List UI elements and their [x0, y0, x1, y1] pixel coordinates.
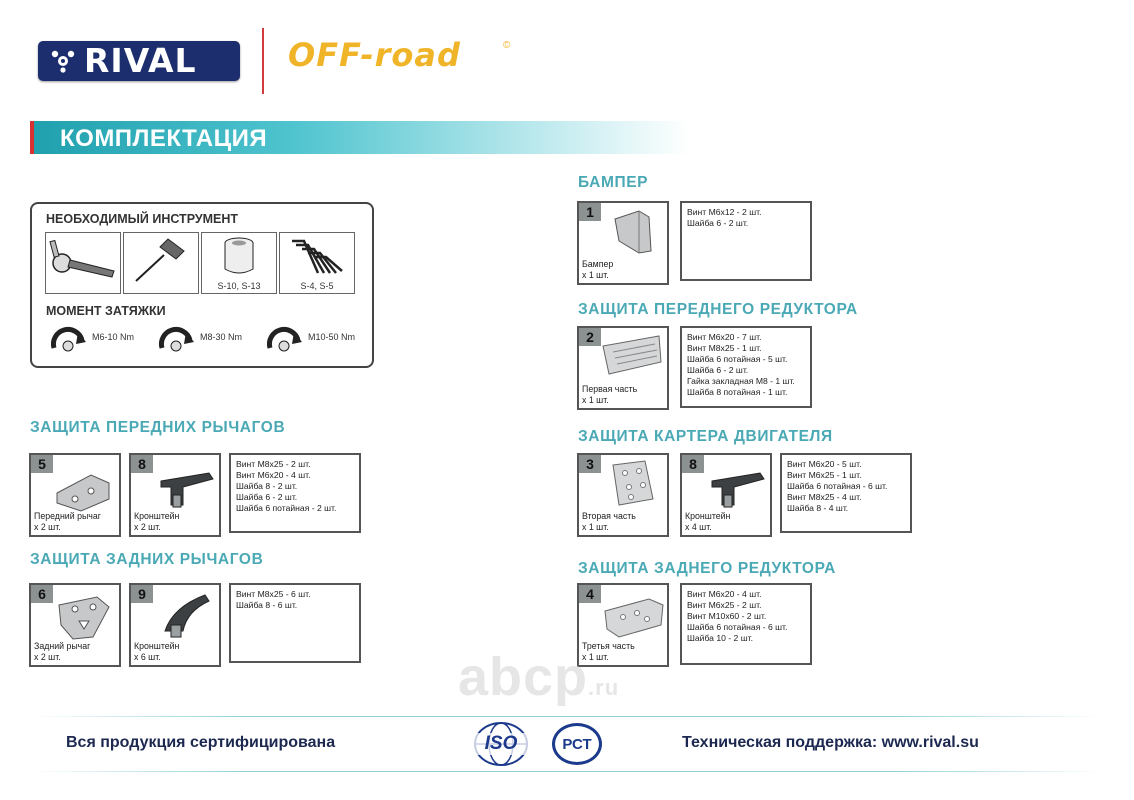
fastener-item: Шайба 6 - 2 шт. — [236, 492, 298, 502]
support-text: Техническая поддержка: www.rival.su — [682, 734, 979, 751]
part-number: 9 — [131, 585, 153, 603]
fastener-item: Винт М6х20 - 7 шт. — [687, 332, 762, 342]
part-number: 1 — [579, 203, 601, 221]
bracket-icon — [153, 467, 217, 511]
fastener-item: Винт М6х20 - 5 шт. — [787, 459, 862, 469]
torque-arrow-icon — [264, 322, 304, 352]
fastener-item: Винт М8х25 - 4 шт. — [787, 492, 862, 502]
header-divider — [262, 28, 264, 94]
bracket-icon — [153, 591, 213, 643]
part-card — [577, 453, 669, 537]
fastener-item: Шайба 6 потайная - 5 шт. — [687, 354, 788, 364]
fastener-item: Винт М8х25 - 2 шт. — [236, 459, 311, 469]
fastener-list — [680, 201, 812, 281]
section-title-bumper: БАМПЕР — [578, 174, 649, 191]
tools-heading: НЕОБХОДИМЫЙ ИНСТРУМЕНТ — [46, 212, 239, 226]
part-caption: Бампер x 1 шт. — [582, 259, 614, 280]
torque-value: M8-30 Nm — [200, 332, 243, 342]
rival-logo — [38, 41, 240, 81]
fastener-item: Шайба 8 - 6 шт. — [236, 600, 298, 610]
torque-item — [156, 322, 242, 352]
fastener-item: Винт М6х25 - 1 шт. — [787, 470, 862, 480]
part-number: 2 — [579, 328, 601, 346]
part-caption: Кронштейн x 4 шт. — [685, 511, 731, 532]
iso-logo — [472, 721, 530, 767]
fastener-item: Винт М10х60 - 2 шт. — [687, 611, 767, 621]
section-title-rear-diff: ЗАЩИТА ЗАДНЕГО РЕДУКТОРА — [578, 560, 836, 577]
tool-socket — [201, 232, 277, 294]
part-caption: Первая часть x 1 шт. — [582, 384, 638, 405]
screwdriver-icon — [124, 233, 198, 289]
part-caption: Кронштейн x 6 шт. — [134, 641, 180, 662]
torque-arrow-icon — [156, 322, 196, 352]
fastener-item: Шайба 6 - 2 шт. — [687, 365, 749, 375]
fastener-item: Шайба 8 потайная - 1 шт. — [687, 387, 788, 397]
fastener-item: Шайба 6 - 2 шт. — [687, 218, 749, 228]
fastener-list — [780, 453, 912, 533]
watermark: abcp.ru — [458, 647, 620, 707]
part-caption: Вторая часть x 1 шт. — [582, 511, 636, 532]
torque-arrow-icon — [48, 322, 88, 352]
tool-hex-keys — [279, 232, 355, 294]
fastener-item: Винт М8х25 - 6 шт. — [236, 589, 311, 599]
part-card — [29, 583, 121, 667]
fastener-list — [229, 583, 361, 663]
copyright-mark: © — [503, 40, 511, 51]
part-number: 6 — [31, 585, 53, 603]
part-card — [129, 583, 221, 667]
socket-icon — [202, 233, 276, 281]
front-diff-plate-icon — [599, 332, 665, 376]
part-caption: Третья часть x 1 шт. — [582, 641, 635, 662]
footer-line-bottom — [30, 771, 1104, 772]
footer-line-top — [30, 716, 1104, 717]
part-caption: Передний рычаг x 2 шт. — [34, 511, 101, 532]
torque-item — [48, 322, 134, 352]
section-title-front-arms: ЗАЩИТА ПЕРЕДНИХ РЫЧАГОВ — [30, 419, 286, 436]
part-card — [577, 201, 669, 285]
tool-ratchet — [45, 232, 121, 294]
fastener-item: Шайба 6 потайная - 6 шт. — [787, 481, 888, 491]
fastener-item: Гайка закладная М8 - 1 шт. — [687, 376, 795, 386]
rear-diff-plate-icon — [601, 595, 665, 639]
gost-label: РСТ — [562, 735, 592, 753]
bumper-part-icon — [609, 207, 661, 257]
fastener-item: Винт М6х20 - 4 шт. — [236, 470, 311, 480]
part-number: 4 — [579, 585, 601, 603]
hex-keys-icon — [280, 233, 354, 281]
bracket-icon — [704, 467, 768, 511]
certified-text: Вся продукция сертифицирована — [66, 734, 336, 751]
fastener-item: Винт М6х12 - 2 шт. — [687, 207, 762, 217]
torque-item — [264, 322, 355, 352]
banner-accent — [30, 121, 34, 154]
fastener-list — [229, 453, 361, 533]
section-title-engine: ЗАЩИТА КАРТЕРА ДВИГАТЕЛЯ — [578, 428, 833, 445]
gost-logo — [552, 723, 602, 765]
part-number: 5 — [31, 455, 53, 473]
iso-label: ISO — [472, 733, 530, 755]
part-card — [577, 326, 669, 410]
torque-value: M10-50 Nm — [308, 332, 356, 342]
fastener-item: Винт М8х25 - 1 шт. — [687, 343, 762, 353]
sub-brand: OFF-road — [288, 36, 461, 74]
tool-caption: S-10, S-13 — [217, 281, 261, 291]
fastener-list — [680, 583, 812, 665]
tools-panel — [30, 202, 374, 368]
banner-title: КОМПЛЕКТАЦИЯ — [60, 125, 268, 152]
part-caption: Задний рычаг x 2 шт. — [34, 641, 91, 662]
part-caption: Кронштейн x 2 шт. — [134, 511, 180, 532]
rear-arm-plate-icon — [53, 593, 113, 643]
tool-caption: S-4, S-5 — [300, 281, 334, 291]
part-number: 8 — [131, 455, 153, 473]
fastener-item: Шайба 8 - 2 шт. — [236, 481, 298, 491]
fastener-item: Шайба 10 - 2 шт. — [687, 633, 753, 643]
torque-heading: МОМЕНТ ЗАТЯЖКИ — [46, 304, 166, 318]
section-banner — [30, 121, 690, 154]
fastener-list — [680, 326, 812, 408]
rival-emblem-icon — [50, 49, 76, 73]
brand-name: RIVAL — [84, 41, 197, 80]
part-card — [129, 453, 221, 537]
torque-value: M6-10 Nm — [92, 332, 135, 342]
part-number: 3 — [579, 455, 601, 473]
part-number: 8 — [682, 455, 704, 473]
tool-screwdriver — [123, 232, 199, 294]
fastener-item: Шайба 8 - 4 шт. — [787, 503, 849, 513]
section-title-front-diff: ЗАЩИТА ПЕРЕДНЕГО РЕДУКТОРА — [578, 301, 858, 318]
part-card — [680, 453, 772, 537]
engine-plate-icon — [603, 459, 659, 509]
fastener-item: Шайба 6 потайная - 2 шт. — [236, 503, 337, 513]
fastener-item: Винт М6х20 - 4 шт. — [687, 589, 762, 599]
front-arm-plate-icon — [51, 469, 115, 513]
part-card — [29, 453, 121, 537]
section-title-rear-arms: ЗАЩИТА ЗАДНИХ РЫЧАГОВ — [30, 551, 264, 568]
ratchet-icon — [46, 233, 120, 281]
fastener-item: Шайба 6 потайная - 6 шт. — [687, 622, 788, 632]
fastener-item: Винт М6х25 - 2 шт. — [687, 600, 762, 610]
